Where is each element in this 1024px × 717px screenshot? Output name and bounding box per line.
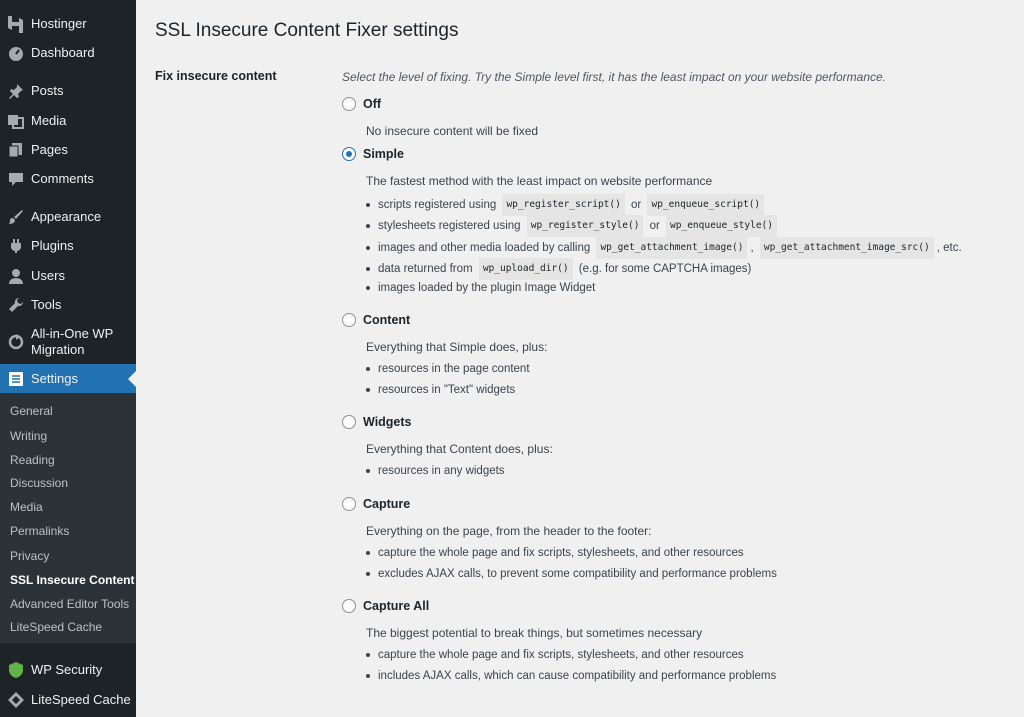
option-description: The fastest method with the least impact on website performance: [366, 174, 713, 188]
menu-item-label: Tools: [31, 297, 62, 312]
menu-item-media[interactable]: [0, 107, 136, 135]
paintbrush-icon: [7, 209, 24, 226]
admin-sidebar: [0, 0, 136, 717]
list-item: [366, 381, 515, 399]
bullet-dot: [366, 203, 370, 207]
bullet-dot: [366, 267, 370, 271]
menu-item-label: All-in-One WP Migration: [31, 326, 114, 357]
bullet-dot: [366, 674, 370, 678]
bullet-dot: [366, 388, 370, 392]
menu-item-settings[interactable]: [0, 364, 136, 393]
submenu-item-permalinks[interactable]: Permalinks: [10, 524, 70, 538]
code-snippet: wp_register_style(): [527, 215, 644, 237]
menu-item-hostinger[interactable]: [0, 10, 136, 38]
list-item-text: ,: [750, 242, 757, 254]
migration-icon: [7, 334, 24, 351]
bullet-dot: [366, 551, 370, 555]
radio-capture-all[interactable]: [342, 599, 356, 613]
submenu-item-media[interactable]: Media: [10, 500, 43, 514]
radio-label-capture[interactable]: Capture: [363, 497, 411, 511]
list-item-text: , etc.: [936, 242, 962, 254]
menu-item-wp-security[interactable]: [0, 656, 136, 684]
pages-icon: [7, 142, 24, 159]
code-snippet: wp_enqueue_script(): [647, 194, 764, 216]
option-description: Everything that Content does, plus:: [366, 442, 553, 456]
submenu-item-reading[interactable]: Reading: [10, 453, 55, 467]
list-item-text: capture the whole page and fix scripts, stylesheets, and other resources: [378, 547, 744, 559]
wrench-icon: [7, 297, 24, 314]
bullet-dot: [366, 246, 370, 250]
radio-label-capture-all[interactable]: Capture All: [363, 599, 430, 613]
pushpin-icon: [7, 83, 24, 100]
menu-item-label: LiteSpeed Cache: [31, 692, 131, 707]
plug-icon: [7, 238, 24, 255]
radio-capture[interactable]: [342, 497, 356, 511]
page-title: SSL Insecure Content Fixer settings: [155, 20, 459, 41]
list-item: [366, 667, 776, 685]
list-item-text: scripts registered using: [378, 199, 500, 211]
list-item-text: or: [646, 220, 664, 232]
menu-item-dashboard[interactable]: [0, 39, 136, 67]
list-item: [366, 237, 962, 259]
menu-item-label: Dashboard: [31, 45, 95, 60]
menu-item-label: Plugins: [31, 238, 74, 253]
submenu-item-advanced-editor-tools[interactable]: Advanced Editor Tools: [10, 597, 130, 611]
menu-item-label: Users: [31, 268, 65, 283]
menu-item-tools[interactable]: [0, 291, 136, 319]
list-item-text: (e.g. for some CAPTCHA images): [575, 263, 752, 275]
dashboard-icon: [7, 45, 24, 62]
submenu-item-general[interactable]: General: [10, 404, 53, 418]
menu-item-label: Posts: [31, 83, 64, 98]
list-item: [366, 544, 744, 562]
submenu-item-litespeed-cache[interactable]: LiteSpeed Cache: [10, 620, 103, 634]
submenu-item-discussion[interactable]: Discussion: [10, 476, 69, 490]
list-item-text: resources in the page content: [378, 363, 530, 375]
list-item: [366, 279, 595, 297]
list-item-text: resources in "Text" widgets: [378, 384, 516, 396]
list-item-text: stylesheets registered using: [378, 220, 524, 232]
bullet-dot: [366, 286, 370, 290]
bullet-dot: [366, 653, 370, 657]
menu-item-label: Comments: [31, 171, 94, 186]
list-item-text: or: [627, 199, 645, 211]
menu-item-posts[interactable]: [0, 77, 136, 105]
menu-item-plugins[interactable]: [0, 232, 136, 260]
list-item-text: resources in any widgets: [378, 465, 505, 477]
menu-item-label: Pages: [31, 142, 68, 157]
diamond-icon: [7, 692, 24, 709]
menu-item-litespeed-cache[interactable]: [0, 686, 136, 714]
code-snippet: wp_enqueue_style(): [666, 215, 777, 237]
code-snippet: wp_upload_dir(): [479, 258, 573, 280]
radio-label-content[interactable]: Content: [363, 313, 411, 327]
list-item-text: excludes AJAX calls, to prevent some compatibility and performance problems: [378, 568, 777, 580]
menu-item-label: Appearance: [31, 209, 102, 224]
field-label: Fix insecure content: [155, 69, 277, 83]
submenu-item-privacy[interactable]: Privacy: [10, 549, 50, 563]
menu-item-comments[interactable]: [0, 165, 136, 193]
radio-off[interactable]: [342, 97, 356, 111]
bullet-dot: [366, 572, 370, 576]
user-icon: [7, 268, 24, 285]
list-item: [366, 360, 530, 378]
bullet-dot: [366, 367, 370, 371]
list-item: [366, 258, 751, 280]
radio-content[interactable]: [342, 313, 356, 327]
radio-label-off[interactable]: Off: [363, 97, 382, 111]
menu-item-label: Hostinger: [31, 16, 87, 31]
bullet-dot: [366, 469, 370, 473]
radio-simple[interactable]: [342, 147, 356, 161]
radio-label-widgets[interactable]: Widgets: [363, 415, 412, 429]
menu-item-label: Settings: [31, 370, 78, 386]
list-item: [366, 215, 780, 237]
list-item-text: data returned from: [378, 263, 476, 275]
list-item: [366, 646, 744, 664]
code-snippet: wp_register_script(): [502, 194, 624, 216]
list-item-text: includes AJAX calls, which can cause compatibility and performance problems: [378, 670, 777, 682]
settings-icon: [7, 370, 24, 387]
list-item-text: images and other media loaded by calling: [378, 242, 594, 254]
list-item: [366, 194, 767, 216]
option-description: The biggest potential to break things, but sometimes necessary: [366, 626, 703, 640]
code-snippet: wp_get_attachment_image(): [596, 237, 747, 259]
settings-submenu: [0, 393, 136, 643]
menu-item-users[interactable]: [0, 262, 136, 290]
menu-item-all-in-one-wp-migration[interactable]: [0, 323, 136, 361]
menu-item-appearance[interactable]: [0, 203, 136, 231]
menu-item-label: Media: [31, 113, 67, 128]
list-item: [366, 565, 777, 583]
list-item: [366, 462, 505, 480]
shield-icon: [7, 662, 24, 679]
comment-icon: [7, 171, 24, 188]
list-item-text: images loaded by the plugin Image Widget: [378, 282, 596, 294]
menu-item-label: WP Security: [31, 662, 103, 677]
option-description: No insecure content will be fixed: [366, 124, 539, 138]
media-icon: [7, 113, 24, 130]
menu-item-pages[interactable]: [0, 136, 136, 164]
list-item-text: capture the whole page and fix scripts, stylesheets, and other resources: [378, 649, 744, 661]
radio-label-simple[interactable]: Simple: [363, 147, 404, 161]
bullet-dot: [366, 224, 370, 228]
submenu-item-ssl-insecure-content[interactable]: SSL Insecure Content: [10, 573, 135, 587]
option-description: Everything that Simple does, plus:: [366, 340, 548, 354]
field-description: Select the level of fixing. Try the Simple level first, it has the least impact on your website performance.: [342, 70, 887, 84]
submenu-item-writing[interactable]: Writing: [10, 429, 48, 443]
main-content: [136, 0, 1024, 717]
hostinger-icon: [7, 16, 24, 33]
radio-widgets[interactable]: [342, 415, 356, 429]
option-description: Everything on the page, from the header to the footer:: [366, 524, 652, 538]
code-snippet: wp_get_attachment_image_src(): [760, 237, 934, 259]
